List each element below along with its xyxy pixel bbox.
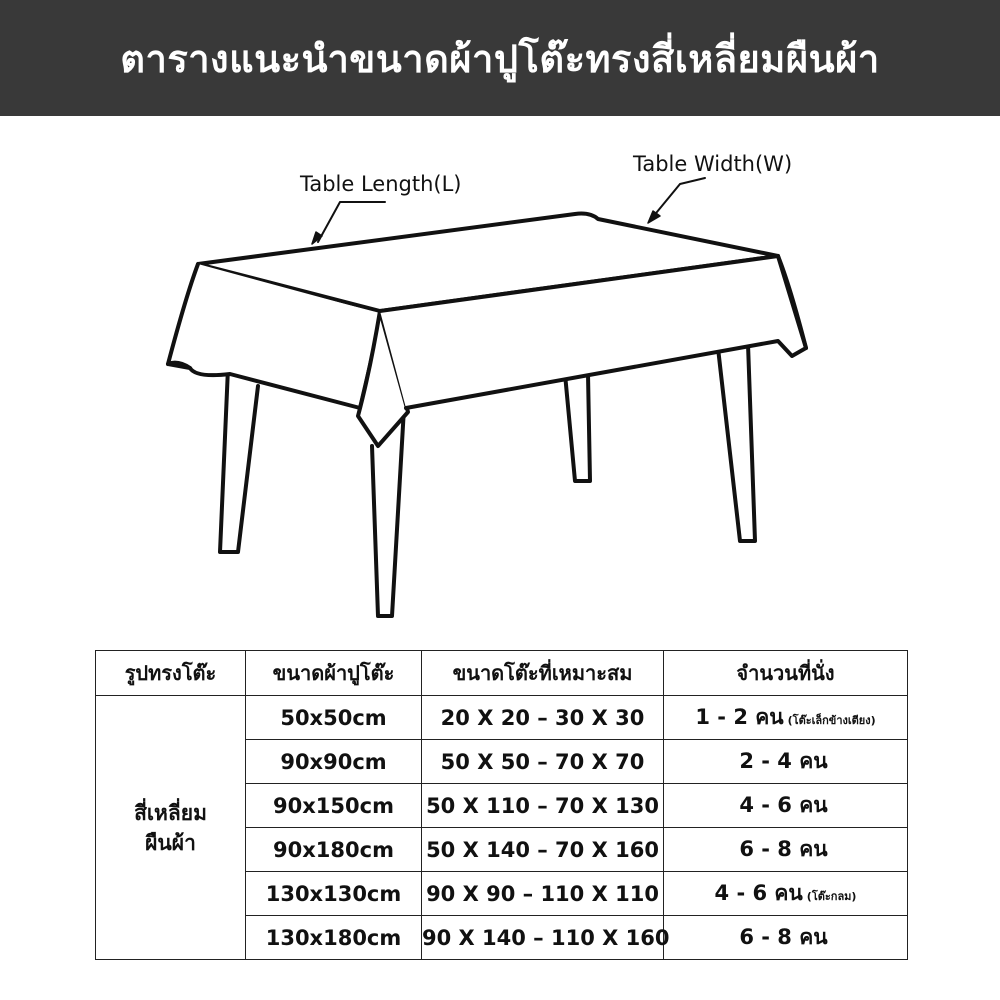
header-table-size: ขนาดโต๊ะที่เหมาะสม — [422, 651, 664, 696]
table-size-cell: 90 X 90 – 110 X 110 — [422, 872, 664, 916]
header-shape: รูปทรงโต๊ะ — [96, 651, 246, 696]
tablecloth-illustration — [0, 116, 1000, 646]
seats-value: 2 - 4 คน — [739, 749, 828, 773]
table-size-cell: 50 X 140 – 70 X 160 — [422, 828, 664, 872]
shape-line-1: สี่เหลี่ยม — [134, 800, 207, 825]
seats-note: (โต๊ะกลม) — [806, 890, 857, 903]
header-bar — [0, 0, 1000, 116]
cloth-size-cell: 130x180cm — [246, 916, 422, 960]
cloth-size-cell: 90x90cm — [246, 740, 422, 784]
table-size-cell: 20 X 20 – 30 X 30 — [422, 696, 664, 740]
cloth-size-cell: 90x150cm — [246, 784, 422, 828]
seats-cell — [664, 784, 908, 828]
table-diagram — [0, 116, 1000, 646]
cloth-size-cell: 50x50cm — [246, 696, 422, 740]
seats-note: (โต๊ะเล็กข้างเตียง) — [787, 714, 876, 727]
table-header-row — [96, 651, 908, 696]
cloth-size-cell: 130x130cm — [246, 872, 422, 916]
back-right-leg — [718, 344, 755, 541]
seats-cell — [664, 872, 908, 916]
seats-cell — [664, 828, 908, 872]
width-arrow-head — [648, 211, 660, 223]
front-left-leg — [220, 368, 258, 552]
shape-line-2: ผืนผ้า — [145, 830, 196, 855]
seats-value: 4 - 6 คน — [714, 881, 803, 905]
table-size-cell: 50 X 110 – 70 X 130 — [422, 784, 664, 828]
seats-value: 6 - 8 คน — [739, 837, 828, 861]
back-left-leg — [565, 374, 590, 481]
cloth-size-cell: 90x180cm — [246, 828, 422, 872]
seats-cell — [664, 740, 908, 784]
width-pointer — [652, 178, 705, 218]
seats-value: 1 - 2 คน — [695, 705, 784, 729]
table-size-cell: 50 X 50 – 70 X 70 — [422, 740, 664, 784]
seats-cell — [664, 916, 908, 960]
seats-value: 6 - 8 คน — [739, 925, 828, 949]
header-seats: จำนวนที่นั่ง — [664, 651, 908, 696]
header-cloth-size: ขนาดผ้าปูโต๊ะ — [246, 651, 422, 696]
seats-cell — [664, 696, 908, 740]
page-title: ตารางแนะนำขนาดผ้าปูโต๊ะทรงสี่เหลี่ยมผืนผ้า — [120, 36, 880, 81]
shape-cell — [96, 696, 246, 960]
length-pointer — [318, 202, 385, 242]
table-size-cell: 90 X 140 – 110 X 160 — [422, 916, 664, 960]
length-arrow-head — [312, 232, 322, 244]
seats-value: 4 - 6 คน — [739, 793, 828, 817]
table-row — [96, 696, 908, 740]
length-label: Table Length(L) — [300, 172, 462, 196]
width-label: Table Width(W) — [633, 152, 793, 176]
size-recommendation-table — [95, 650, 908, 960]
